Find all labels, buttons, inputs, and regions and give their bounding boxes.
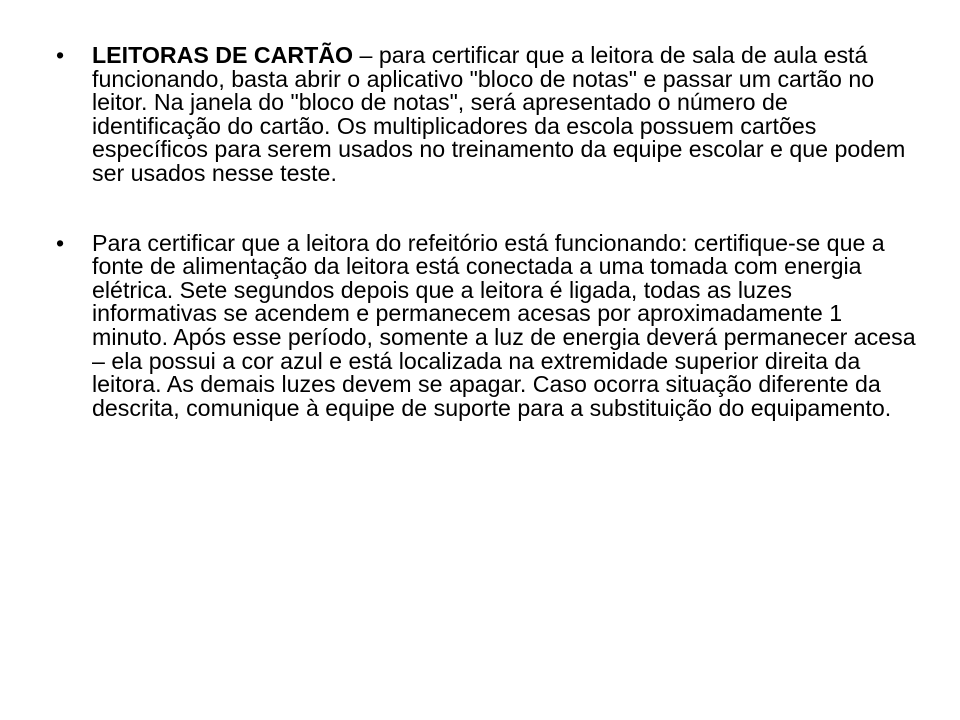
bullet-text: Para certificar que a leitora do refeitório está funcionando: certifique-se que a fonte de alimentação da leitora está conectada a uma tomada com energia elétrica. Sete segundos depois que a leitora é ligada, todas as luzes informativas se acendem e permanecem acesas por aproximadamente 1 minuto. Após esse período, somente a luz de energia deverá permanecer acesa – ela possui a cor azul e está localizada na extremidade superior direita da leitora. As demais luzes devem se apagar. Caso ocorra situação diferente da descrita, comunique à equipe de suporte para a substituição do equipamento. [92,229,916,421]
bullet-marker: • [56,229,65,256]
bullet-item-cafeteria-reader [56,229,916,421]
bullet-item-card-readers [56,44,916,186]
bullet-marker: • [56,42,65,68]
bullet-heading: LEITORAS DE CARTÃO [92,42,354,68]
bullet-text: – para certificar que a leitora de sala de aula está funcionando, basta abrir o aplicativo "bloco de notas" e passar um cartão no leitor. Na janela do "bloco de notas", será apresentado o número de identificação do cartão. Os multiplicadores da escola possuem cartões específicos para serem usados no treinamento da equipe escolar e que podem ser usados nesse teste. [92,42,906,186]
bullet-list [56,44,916,466]
